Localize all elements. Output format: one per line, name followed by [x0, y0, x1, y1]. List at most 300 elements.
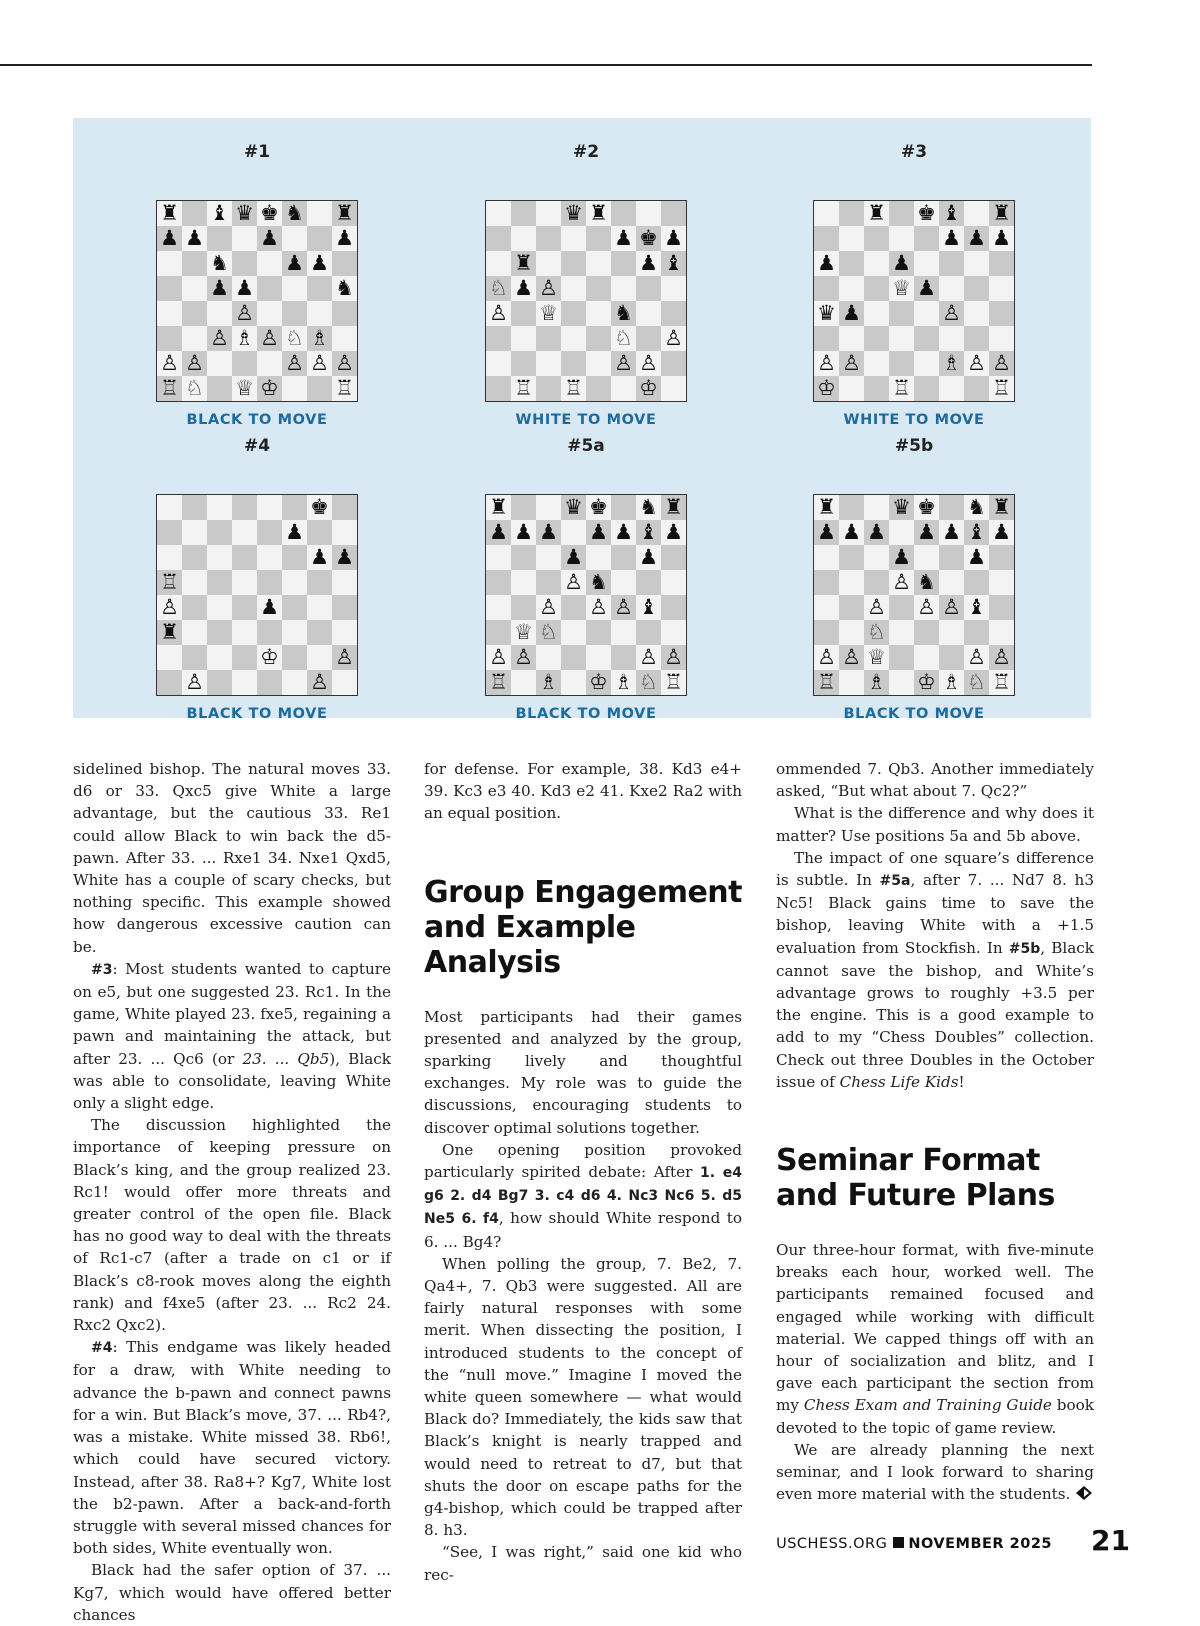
- paragraph: Black had the safer option of 37. ... Kg7, which would have offered better chances: [73, 1561, 391, 1624]
- board-square: [889, 301, 914, 326]
- chess-piece: ♟: [992, 520, 1011, 544]
- board-square: [561, 520, 586, 545]
- board-square: [207, 595, 232, 620]
- board-square: [232, 570, 257, 595]
- board-square: [157, 301, 182, 326]
- board-square: [661, 545, 686, 570]
- board-square: [989, 326, 1014, 351]
- footer-square-icon: [893, 1537, 904, 1548]
- board-square: [636, 276, 661, 301]
- section-heading: Seminar Format and Future Plans: [776, 1143, 1055, 1214]
- board-square: [282, 645, 307, 670]
- chess-piece: ♟: [942, 520, 961, 544]
- text-run: : This endgame was likely headed for a draw, with White needing to advance the b-pawn and connect pawns for a win. But Black’s move, 37. ... Rb4?, was a mistake. White missed 38. Rb6!, which could have secured victory. Instead, after 38. Ra8+? Kg7, White lost the b2-pawn. After a back-and-forth struggle with several missed chances for both sides, White eventually won.: [73, 1338, 391, 1558]
- board-square: [257, 301, 282, 326]
- board-square: [586, 251, 611, 276]
- chess-piece: ♙: [335, 645, 354, 669]
- column-2: [424, 758, 742, 1586]
- chess-piece: ♖: [892, 376, 911, 400]
- board-square: [486, 251, 511, 276]
- board-square: [182, 251, 207, 276]
- chess-piece: ♘: [967, 670, 986, 694]
- chess-piece: ♞: [917, 570, 936, 594]
- chess-piece: ♙: [489, 645, 508, 669]
- board-square: [282, 301, 307, 326]
- board-square: [839, 595, 864, 620]
- board-square: [864, 545, 889, 570]
- chess-piece: ♙: [817, 351, 836, 375]
- board-square: [332, 326, 357, 351]
- board-square: [814, 276, 839, 301]
- chess-piece: ♙: [539, 276, 558, 300]
- board-square: [232, 545, 257, 570]
- board-square: [561, 620, 586, 645]
- board-square: [561, 251, 586, 276]
- board-square: [636, 620, 661, 645]
- chess-piece: ♕: [892, 276, 911, 300]
- board-square: [661, 351, 686, 376]
- chess-piece: ♚: [639, 226, 658, 250]
- paragraph: The discussion highlighted the importance of keeping pressure on Black’s king, and the group realized 23. Rc1! would offer more threats and greater control of the open file. Black has no good way to deal with the threats of Rc1-c7 (after a trade on c1 or if Black’s c8-rook moves along the eighth rank) and f4xe5 (after 23. ... Rc2 24. Rxc2 Qxc2).: [73, 1116, 391, 1335]
- chess-piece: ♙: [842, 645, 861, 669]
- board-square: [307, 201, 332, 226]
- chess-piece: ♟: [160, 226, 179, 250]
- chess-piece: ♘: [539, 620, 558, 644]
- chess-piece: ♞: [967, 495, 986, 519]
- chess-piece: ♕: [235, 376, 254, 400]
- board-square: [157, 520, 182, 545]
- board-square: [257, 620, 282, 645]
- board-square: [307, 520, 332, 545]
- chess-piece: ♙: [639, 645, 658, 669]
- board-square: [307, 645, 332, 670]
- text-italic: Chess Exam and Training Guide: [803, 1396, 1052, 1415]
- board-square: [257, 276, 282, 301]
- chess-piece: ♜: [160, 201, 179, 225]
- board-square: [182, 595, 207, 620]
- board-square: [636, 201, 661, 226]
- chess-piece: ♟: [210, 276, 229, 300]
- chess-piece: ♟: [285, 251, 304, 275]
- board-square: [864, 376, 889, 401]
- chess-piece: ♙: [942, 595, 961, 619]
- chess-piece: ♙: [589, 595, 608, 619]
- board-square: [814, 570, 839, 595]
- board-square: [964, 201, 989, 226]
- chess-board: [813, 200, 1015, 402]
- chess-piece: ♟: [867, 520, 886, 544]
- chess-piece: ♜: [489, 495, 508, 519]
- move-sequence: 1. e4 g6 2. d4 Bg7 3. c4 d6 4. Nc3 Nc6 5. d5 Ne5 6. f4: [424, 1165, 742, 1228]
- chess-piece: ♙: [992, 645, 1011, 669]
- site-name: USCHESS.ORG: [776, 1536, 888, 1552]
- column-3: [776, 758, 1094, 1505]
- chess-piece: ♛: [892, 495, 911, 519]
- board-square: [182, 545, 207, 570]
- text-italic: 23. ... Qb5: [242, 1049, 330, 1068]
- chess-piece: ♞: [639, 495, 658, 519]
- board-square: [207, 670, 232, 695]
- text-italic: Chess Life Kids: [839, 1072, 959, 1091]
- board-square: [839, 276, 864, 301]
- chess-piece: ♜: [867, 201, 886, 225]
- board-square: [511, 326, 536, 351]
- board-square: [611, 545, 636, 570]
- chess-piece: ♘: [285, 326, 304, 350]
- board-square: [257, 251, 282, 276]
- board-square: [661, 201, 686, 226]
- chess-piece: ♟: [817, 251, 836, 275]
- chess-piece: ♙: [310, 351, 329, 375]
- diagram-caption: BLACK TO MOVE: [843, 706, 985, 722]
- chess-piece: ♗: [942, 670, 961, 694]
- board-square: [332, 520, 357, 545]
- board-square: [611, 201, 636, 226]
- board-square: [864, 326, 889, 351]
- chess-piece: ♖: [564, 376, 583, 400]
- board-square: [307, 276, 332, 301]
- board-square: [561, 226, 586, 251]
- paragraph: What is the difference and why does it matter? Use positions 5a and 5b above.: [776, 804, 1094, 845]
- chess-piece: ♙: [160, 351, 179, 375]
- chess-piece: ♙: [514, 645, 533, 669]
- board-square: [914, 545, 939, 570]
- chess-piece: ♚: [260, 201, 279, 225]
- chess-piece: ♟: [942, 226, 961, 250]
- chess-piece: ♟: [967, 545, 986, 569]
- chess-piece: ♖: [664, 670, 683, 694]
- chess-piece: ♖: [514, 376, 533, 400]
- chess-piece: ♟: [260, 595, 279, 619]
- chess-piece: ♖: [817, 670, 836, 694]
- board-square: [157, 670, 182, 695]
- chess-piece: ♟: [614, 520, 633, 544]
- board-square: [586, 226, 611, 251]
- board-square: [939, 570, 964, 595]
- board-square: [282, 570, 307, 595]
- chess-piece: ♟: [185, 226, 204, 250]
- chess-piece: ♙: [489, 301, 508, 325]
- board-square: [486, 545, 511, 570]
- page-number: 21: [1091, 1524, 1130, 1557]
- chess-piece: ♟: [335, 226, 354, 250]
- board-square: [332, 595, 357, 620]
- chess-piece: ♝: [639, 595, 658, 619]
- board-square: [661, 595, 686, 620]
- paragraph: [73, 1336, 391, 1559]
- diagram-caption: BLACK TO MOVE: [515, 706, 657, 722]
- board-square: [257, 495, 282, 520]
- board-square: [989, 570, 1014, 595]
- chess-piece: ♛: [564, 201, 583, 225]
- board-square: [157, 276, 182, 301]
- issue-date: NOVEMBER 2025: [908, 1536, 1052, 1552]
- board-square: [486, 570, 511, 595]
- chess-piece: ♙: [614, 595, 633, 619]
- chess-piece: ♕: [867, 645, 886, 669]
- chess-piece: ♟: [235, 276, 254, 300]
- board-square: [232, 645, 257, 670]
- board-square: [839, 376, 864, 401]
- chess-piece: ♚: [917, 201, 936, 225]
- board-square: [232, 670, 257, 695]
- diagram-caption: BLACK TO MOVE: [186, 412, 328, 428]
- board-square: [182, 326, 207, 351]
- board-square: [561, 670, 586, 695]
- chess-piece: ♜: [514, 251, 533, 275]
- chess-piece: ♞: [589, 570, 608, 594]
- chess-piece: ♔: [817, 376, 836, 400]
- board-square: [636, 326, 661, 351]
- chess-piece: ♟: [514, 276, 533, 300]
- chess-piece: ♜: [664, 495, 683, 519]
- board-square: [661, 276, 686, 301]
- chess-piece: ♟: [310, 545, 329, 569]
- board-square: [232, 520, 257, 545]
- diagram-caption: BLACK TO MOVE: [186, 706, 328, 722]
- chess-piece: ♗: [942, 351, 961, 375]
- chess-piece: ♖: [992, 670, 1011, 694]
- board-square: [964, 276, 989, 301]
- chess-piece: ♕: [514, 620, 533, 644]
- board-square: [636, 301, 661, 326]
- chess-piece: ♟: [589, 520, 608, 544]
- board-square: [939, 620, 964, 645]
- chess-piece: ♙: [260, 326, 279, 350]
- top-rule: [0, 64, 1092, 66]
- chess-piece: ♟: [817, 520, 836, 544]
- board-square: [536, 201, 561, 226]
- chess-piece: ♟: [310, 251, 329, 275]
- board-square: [864, 226, 889, 251]
- chess-piece: ♝: [967, 520, 986, 544]
- chess-piece: ♘: [185, 376, 204, 400]
- board-square: [486, 595, 511, 620]
- text-run: We are already planning the next seminar, and I look forward to sharing even more material with the students.: [776, 1440, 1094, 1504]
- board-square: [914, 376, 939, 401]
- board-square: [282, 276, 307, 301]
- chess-piece: ♝: [967, 595, 986, 619]
- diagram-caption: WHITE TO MOVE: [515, 412, 657, 428]
- chess-piece: ♗: [235, 326, 254, 350]
- board-square: [611, 276, 636, 301]
- board-square: [182, 620, 207, 645]
- board-square: [207, 520, 232, 545]
- board-square: [332, 670, 357, 695]
- board-square: [207, 645, 232, 670]
- board-square: [257, 520, 282, 545]
- chess-piece: ♜: [992, 201, 1011, 225]
- chess-piece: ♖: [335, 376, 354, 400]
- column-1: [73, 758, 391, 1626]
- board-square: [839, 545, 864, 570]
- board-square: [814, 620, 839, 645]
- chess-piece: ♛: [817, 301, 836, 325]
- chess-piece: ♟: [539, 520, 558, 544]
- board-square: [257, 570, 282, 595]
- position-ref: #4: [91, 1340, 113, 1357]
- board-square: [839, 251, 864, 276]
- chess-piece: ♞: [210, 251, 229, 275]
- board-square: [561, 595, 586, 620]
- chess-piece: ♗: [614, 670, 633, 694]
- board-square: [586, 326, 611, 351]
- board-square: [257, 670, 282, 695]
- board-square: [814, 545, 839, 570]
- chess-piece: ♟: [917, 276, 936, 300]
- board-square: [182, 276, 207, 301]
- board-square: [207, 570, 232, 595]
- board-square: [889, 326, 914, 351]
- chess-piece: ♟: [260, 226, 279, 250]
- chess-piece: ♙: [185, 670, 204, 694]
- chess-piece: ♜: [335, 201, 354, 225]
- chess-piece: ♙: [210, 326, 229, 350]
- text-run: , Black cannot save the bishop, and White’s advantage grows to roughly +3.5 per the engine. This is a good example to add to my “Chess Doubles” collection. Check out three Doubles in the October issue of: [776, 938, 1094, 1091]
- board-square: [232, 495, 257, 520]
- chess-piece: ♙: [539, 595, 558, 619]
- board-square: [889, 351, 914, 376]
- paragraph: [73, 958, 391, 1114]
- board-square: [561, 276, 586, 301]
- board-square: [661, 376, 686, 401]
- paragraph: for defense. For example, 38. Kd3 e4+ 39. Kc3 e3 40. Kd3 e2 41. Kxe2 Ra2 with an equal position.: [424, 760, 742, 823]
- board-square: [332, 570, 357, 595]
- board-square: [257, 351, 282, 376]
- board-square: [814, 595, 839, 620]
- board-square: [661, 620, 686, 645]
- board-square: [511, 570, 536, 595]
- chess-piece: ♙: [664, 645, 683, 669]
- board-square: [536, 251, 561, 276]
- chess-piece: ♘: [867, 620, 886, 644]
- chess-piece: ♟: [614, 226, 633, 250]
- text-run: ), Black was able to consolidate, leaving White only a slight edge.: [73, 1049, 391, 1113]
- board-square: [307, 376, 332, 401]
- board-square: [611, 620, 636, 645]
- chess-piece: ♔: [639, 376, 658, 400]
- chess-piece: ♞: [614, 301, 633, 325]
- chess-piece: ♙: [942, 301, 961, 325]
- board-square: [864, 251, 889, 276]
- paragraph: [776, 1239, 1094, 1439]
- diagram-label: #4: [243, 436, 271, 456]
- board-square: [332, 620, 357, 645]
- board-square: [586, 376, 611, 401]
- chess-piece: ♟: [842, 520, 861, 544]
- footer-site: [776, 1536, 1052, 1552]
- board-square: [964, 251, 989, 276]
- board-square: [307, 570, 332, 595]
- board-square: [157, 326, 182, 351]
- text-run: One opening position provoked particularly spirited debate: After: [424, 1140, 742, 1182]
- board-square: [182, 201, 207, 226]
- chess-piece: ♖: [489, 670, 508, 694]
- diagram-label: #3: [900, 142, 928, 162]
- chess-piece: ♙: [614, 351, 633, 375]
- board-square: [486, 226, 511, 251]
- board-square: [939, 645, 964, 670]
- board-square: [561, 301, 586, 326]
- board-square: [889, 520, 914, 545]
- board-square: [889, 670, 914, 695]
- board-square: [307, 301, 332, 326]
- chess-piece: ♙: [867, 595, 886, 619]
- chess-piece: ♙: [917, 595, 936, 619]
- board-square: [839, 620, 864, 645]
- paragraph: When polling the group, 7. Be2, 7. Qa4+, 7. Qb3 were suggested. All are fairly natural responses with some merit. When dissecting the position, I introduced students to the concept of the “null move.” Imagine I moved the white queen somewhere — what would Black do? Immediately, the kids saw that Black’s knight is nearly trapped and would need to retreat to d7, but that shuts the door on escape paths for the g4-bishop, which could be trapped after 8. h3.: [424, 1254, 742, 1540]
- board-square: [889, 201, 914, 226]
- paragraph: “See, I was right,” said one kid who rec-: [424, 1543, 742, 1584]
- board-square: [864, 351, 889, 376]
- board-square: [939, 251, 964, 276]
- board-square: [586, 545, 611, 570]
- board-square: [282, 670, 307, 695]
- chess-piece: ♟: [892, 545, 911, 569]
- board-square: [989, 276, 1014, 301]
- board-square: [914, 251, 939, 276]
- text-run: : Most students wanted to capture on e5, but one suggested 23. Rc1. In the game, White played 23. fxe5, regaining a pawn and maintaining the attack, but after 23. ... Qc6 (or: [73, 959, 391, 1068]
- board-square: [157, 645, 182, 670]
- board-square: [586, 620, 611, 645]
- board-square: [157, 545, 182, 570]
- chess-piece: ♛: [564, 495, 583, 519]
- board-square: [207, 620, 232, 645]
- board-square: [511, 495, 536, 520]
- board-square: [586, 301, 611, 326]
- chess-piece: ♟: [639, 251, 658, 275]
- diagram-label: #5b: [894, 436, 934, 456]
- chess-piece: ♔: [260, 376, 279, 400]
- chess-piece: ♞: [285, 201, 304, 225]
- board-square: [182, 645, 207, 670]
- board-square: [939, 376, 964, 401]
- board-square: [814, 326, 839, 351]
- board-square: [207, 301, 232, 326]
- board-square: [157, 251, 182, 276]
- chess-piece: ♗: [539, 670, 558, 694]
- position-ref: #5a: [879, 873, 911, 890]
- board-square: [332, 251, 357, 276]
- board-square: [207, 495, 232, 520]
- board-square: [232, 595, 257, 620]
- board-square: [964, 570, 989, 595]
- chess-piece: ♖: [992, 376, 1011, 400]
- board-square: [611, 645, 636, 670]
- board-square: [282, 495, 307, 520]
- board-square: [586, 645, 611, 670]
- board-square: [839, 326, 864, 351]
- board-square: [282, 545, 307, 570]
- board-square: [307, 226, 332, 251]
- diagram-panel: [73, 118, 1091, 722]
- chess-piece: ♙: [842, 351, 861, 375]
- board-square: [939, 276, 964, 301]
- chess-piece: ♝: [664, 251, 683, 275]
- board-square: [511, 301, 536, 326]
- board-square: [511, 595, 536, 620]
- board-square: [989, 301, 1014, 326]
- chess-piece: ♖: [160, 570, 179, 594]
- chess-piece: ♙: [160, 595, 179, 619]
- position-ref: #3: [91, 961, 113, 978]
- chess-piece: ♜: [160, 620, 179, 644]
- board-square: [182, 570, 207, 595]
- board-square: [232, 226, 257, 251]
- chess-piece: ♚: [917, 495, 936, 519]
- board-square: [889, 595, 914, 620]
- chess-piece: ♜: [817, 495, 836, 519]
